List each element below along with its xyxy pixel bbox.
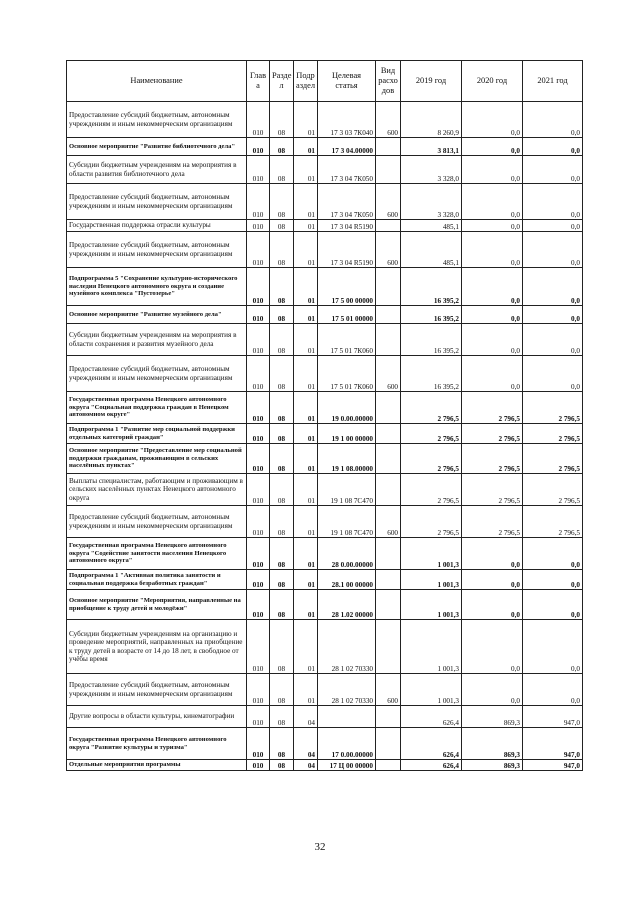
cell-y2021: 947,0 xyxy=(523,760,583,771)
cell-target: 17 5 00 00000 xyxy=(318,268,376,306)
cell-target: 17 3 04 7К050 xyxy=(318,156,376,184)
table-row xyxy=(67,102,583,138)
cell-glava: 010 xyxy=(247,474,270,506)
cell-y2021: 0,0 xyxy=(523,620,583,674)
cell-y2020: 0,0 xyxy=(462,324,523,356)
table-row xyxy=(67,356,583,392)
cell-target: 17 0.00.00000 xyxy=(318,728,376,760)
cell-vid: 600 xyxy=(376,232,401,268)
cell-y2020: 2 796,5 xyxy=(462,424,523,444)
cell-target: 28 1 02 70330 xyxy=(318,674,376,706)
cell-glava: 010 xyxy=(247,538,270,570)
cell-y2020: 0,0 xyxy=(462,570,523,590)
cell-y2021: 0,0 xyxy=(523,138,583,156)
table-row xyxy=(67,392,583,424)
cell-target: 19 1 00 00000 xyxy=(318,424,376,444)
cell-y2021: 0,0 xyxy=(523,268,583,306)
cell-y2020: 0,0 xyxy=(462,590,523,620)
cell-razdel: 08 xyxy=(270,184,294,220)
cell-razdel: 08 xyxy=(270,674,294,706)
cell-name: Государственная программа Ненецкого автономного округа "Развитие культуры и туризма" xyxy=(67,728,247,760)
cell-y2020: 869,3 xyxy=(462,760,523,771)
cell-vid: 600 xyxy=(376,184,401,220)
cell-target: 19 1 08 7С470 xyxy=(318,506,376,538)
cell-y2019: 3 813,1 xyxy=(401,138,462,156)
cell-target: 17 3 04.00000 xyxy=(318,138,376,156)
cell-y2020: 0,0 xyxy=(462,220,523,232)
cell-razdel: 08 xyxy=(270,506,294,538)
cell-name: Субсидии бюджетным учреждениям на организацию и проведение мероприятий, направленных на приобщение к труду детей в возрасте от 14 до 18 лет, в свободное от учёбы время xyxy=(67,620,247,674)
cell-razdel: 08 xyxy=(270,706,294,728)
cell-vid xyxy=(376,590,401,620)
cell-podrazdel: 04 xyxy=(294,760,318,771)
table-row xyxy=(67,444,583,474)
cell-name: Предоставление субсидий бюджетным, автономным учреждениям и иным некоммерческим организациям xyxy=(67,232,247,268)
cell-vid xyxy=(376,306,401,324)
cell-podrazdel: 01 xyxy=(294,268,318,306)
cell-y2020: 0,0 xyxy=(462,184,523,220)
cell-target: 17 5 01 7К060 xyxy=(318,356,376,392)
cell-y2020: 869,3 xyxy=(462,706,523,728)
cell-y2019: 2 796,5 xyxy=(401,474,462,506)
cell-y2019: 2 796,5 xyxy=(401,392,462,424)
table-row xyxy=(67,138,583,156)
cell-y2020: 0,0 xyxy=(462,356,523,392)
cell-y2021: 0,0 xyxy=(523,538,583,570)
cell-y2021: 0,0 xyxy=(523,324,583,356)
cell-name: Государственная программа Ненецкого автономного округа "Социальная поддержка граждан в Ненецком автономном округе" xyxy=(67,392,247,424)
cell-target: 17 3 04 7К050 xyxy=(318,184,376,220)
header-target: Целевая статья xyxy=(318,61,376,102)
cell-podrazdel: 01 xyxy=(294,570,318,590)
cell-y2021: 2 796,5 xyxy=(523,474,583,506)
cell-y2021: 2 796,5 xyxy=(523,392,583,424)
cell-name: Государственная программа Ненецкого автономного округа "Содействие занятости населения Ненецкого автономного округа" xyxy=(67,538,247,570)
cell-name: Предоставление субсидий бюджетным, автономным учреждениям и иным некоммерческим организациям xyxy=(67,674,247,706)
cell-y2021: 2 796,5 xyxy=(523,424,583,444)
cell-y2019: 1 001,3 xyxy=(401,570,462,590)
table-row xyxy=(67,506,583,538)
cell-razdel: 08 xyxy=(270,392,294,424)
cell-y2019: 16 395,2 xyxy=(401,356,462,392)
cell-name: Отдельные мероприятия программы xyxy=(67,760,247,771)
cell-name: Основное мероприятие "Предоставление мер социальной поддержки гражданам, проживающим в сельских населённых пунктах" xyxy=(67,444,247,474)
cell-y2021: 0,0 xyxy=(523,356,583,392)
cell-y2020: 0,0 xyxy=(462,538,523,570)
cell-y2021: 2 796,5 xyxy=(523,444,583,474)
cell-podrazdel: 01 xyxy=(294,184,318,220)
table-row xyxy=(67,538,583,570)
cell-vid xyxy=(376,444,401,474)
cell-podrazdel: 01 xyxy=(294,538,318,570)
header-name: Наименование xyxy=(67,61,247,102)
cell-y2021: 0,0 xyxy=(523,674,583,706)
cell-podrazdel: 01 xyxy=(294,620,318,674)
cell-y2021: 2 796,5 xyxy=(523,506,583,538)
cell-target: 17 5 01 7К060 xyxy=(318,324,376,356)
cell-razdel: 08 xyxy=(270,538,294,570)
table-row xyxy=(67,590,583,620)
cell-podrazdel: 01 xyxy=(294,306,318,324)
table-row xyxy=(67,706,583,728)
cell-y2020: 0,0 xyxy=(462,156,523,184)
cell-target: 17 3 03 7К040 xyxy=(318,102,376,138)
table-row xyxy=(67,268,583,306)
cell-podrazdel: 01 xyxy=(294,590,318,620)
cell-podrazdel: 01 xyxy=(294,424,318,444)
cell-y2019: 626,4 xyxy=(401,760,462,771)
cell-y2019: 16 395,2 xyxy=(401,306,462,324)
cell-y2020: 2 796,5 xyxy=(462,474,523,506)
cell-y2019: 626,4 xyxy=(401,706,462,728)
cell-y2019: 2 796,5 xyxy=(401,444,462,474)
cell-y2021: 0,0 xyxy=(523,220,583,232)
cell-razdel: 08 xyxy=(270,620,294,674)
budget-table xyxy=(66,60,583,771)
cell-name: Основное мероприятие "Развитие музейного дела" xyxy=(67,306,247,324)
cell-target: 19 0.00.00000 xyxy=(318,392,376,424)
cell-razdel: 08 xyxy=(270,444,294,474)
cell-vid: 600 xyxy=(376,102,401,138)
cell-podrazdel: 01 xyxy=(294,506,318,538)
cell-y2021: 0,0 xyxy=(523,184,583,220)
cell-y2021: 947,0 xyxy=(523,728,583,760)
cell-name: Выплаты специалистам, работающим и проживающим в сельских населённых пунктах Ненецкого автономного округа xyxy=(67,474,247,506)
cell-glava: 010 xyxy=(247,570,270,590)
cell-name: Субсидии бюджетным учреждениям на мероприятия в области развития библиотечного дела xyxy=(67,156,247,184)
table-row xyxy=(67,728,583,760)
cell-vid xyxy=(376,268,401,306)
cell-y2019: 626,4 xyxy=(401,728,462,760)
cell-y2020: 0,0 xyxy=(462,268,523,306)
cell-vid xyxy=(376,706,401,728)
cell-target: 19 1 08.00000 xyxy=(318,444,376,474)
cell-name: Субсидии бюджетным учреждениям на мероприятия в области сохранения и развития музейного дела xyxy=(67,324,247,356)
cell-target: 28 1 02 70330 xyxy=(318,620,376,674)
cell-y2021: 0,0 xyxy=(523,156,583,184)
cell-y2020: 869,3 xyxy=(462,728,523,760)
cell-glava: 010 xyxy=(247,444,270,474)
cell-name: Государственная поддержка отрасли культуры xyxy=(67,220,247,232)
cell-razdel: 08 xyxy=(270,760,294,771)
cell-vid xyxy=(376,156,401,184)
table-row xyxy=(67,620,583,674)
cell-vid xyxy=(376,324,401,356)
cell-razdel: 08 xyxy=(270,728,294,760)
cell-y2019: 485,1 xyxy=(401,220,462,232)
page-number: 32 xyxy=(314,841,326,853)
cell-podrazdel: 01 xyxy=(294,444,318,474)
cell-glava: 010 xyxy=(247,356,270,392)
cell-podrazdel: 01 xyxy=(294,324,318,356)
cell-glava: 010 xyxy=(247,220,270,232)
cell-podrazdel: 01 xyxy=(294,232,318,268)
cell-y2020: 0,0 xyxy=(462,620,523,674)
cell-y2021: 0,0 xyxy=(523,590,583,620)
cell-target: 28 1.02 00000 xyxy=(318,590,376,620)
cell-name: Основное мероприятие "Мероприятия, направленные на приобщение к труду детей и молодёжи" xyxy=(67,590,247,620)
cell-glava: 010 xyxy=(247,138,270,156)
cell-razdel: 08 xyxy=(270,424,294,444)
cell-glava: 010 xyxy=(247,728,270,760)
cell-name: Предоставление субсидий бюджетным, автономным учреждениям и иным некоммерческим организациям xyxy=(67,102,247,138)
cell-y2020: 2 796,5 xyxy=(462,506,523,538)
cell-vid xyxy=(376,728,401,760)
cell-y2019: 1 001,3 xyxy=(401,674,462,706)
cell-razdel: 08 xyxy=(270,156,294,184)
cell-y2021: 0,0 xyxy=(523,570,583,590)
cell-name: Предоставление субсидий бюджетным, автономным учреждениям и иным некоммерческим организациям xyxy=(67,506,247,538)
cell-name: Подпрограмма 1 "Активная политика занятости и социальная поддержка безработных граждан" xyxy=(67,570,247,590)
cell-vid: 600 xyxy=(376,674,401,706)
table-row xyxy=(67,232,583,268)
cell-glava: 010 xyxy=(247,268,270,306)
cell-glava: 010 xyxy=(247,620,270,674)
cell-razdel: 08 xyxy=(270,102,294,138)
cell-podrazdel: 01 xyxy=(294,356,318,392)
table-row xyxy=(67,156,583,184)
cell-razdel: 08 xyxy=(270,220,294,232)
cell-glava: 010 xyxy=(247,392,270,424)
cell-glava: 010 xyxy=(247,324,270,356)
cell-razdel: 08 xyxy=(270,570,294,590)
cell-name: Основное мероприятие "Развитие библиотечного дела" xyxy=(67,138,247,156)
cell-vid: 600 xyxy=(376,506,401,538)
cell-y2020: 0,0 xyxy=(462,674,523,706)
cell-y2019: 2 796,5 xyxy=(401,424,462,444)
cell-vid xyxy=(376,474,401,506)
cell-vid xyxy=(376,220,401,232)
header-2019: 2019 год xyxy=(401,61,462,102)
cell-y2019: 16 395,2 xyxy=(401,268,462,306)
cell-y2021: 0,0 xyxy=(523,102,583,138)
cell-vid xyxy=(376,570,401,590)
cell-y2021: 0,0 xyxy=(523,306,583,324)
cell-razdel: 08 xyxy=(270,324,294,356)
cell-razdel: 08 xyxy=(270,138,294,156)
table-row xyxy=(67,674,583,706)
cell-razdel: 08 xyxy=(270,306,294,324)
cell-y2019: 3 328,0 xyxy=(401,156,462,184)
budget-table-page xyxy=(66,60,582,771)
cell-glava: 010 xyxy=(247,232,270,268)
cell-glava: 010 xyxy=(247,760,270,771)
cell-vid xyxy=(376,620,401,674)
cell-vid xyxy=(376,392,401,424)
cell-razdel: 08 xyxy=(270,590,294,620)
cell-name: Подпрограмма 5 "Сохранение культурно-исторического наследия Ненецкого автономного округа и создание музейного комплекса "Пустозерье" xyxy=(67,268,247,306)
cell-podrazdel: 01 xyxy=(294,102,318,138)
cell-target: 17 3 04 R5190 xyxy=(318,232,376,268)
cell-podrazdel: 01 xyxy=(294,392,318,424)
table-row xyxy=(67,760,583,771)
cell-vid xyxy=(376,424,401,444)
cell-vid xyxy=(376,538,401,570)
cell-podrazdel: 04 xyxy=(294,728,318,760)
table-row xyxy=(67,324,583,356)
header-2021: 2021 год xyxy=(523,61,583,102)
cell-y2019: 16 395,2 xyxy=(401,324,462,356)
cell-glava: 010 xyxy=(247,306,270,324)
cell-y2019: 1 001,3 xyxy=(401,620,462,674)
cell-y2019: 485,1 xyxy=(401,232,462,268)
cell-podrazdel: 01 xyxy=(294,220,318,232)
header-2020: 2020 год xyxy=(462,61,523,102)
table-row xyxy=(67,474,583,506)
cell-name: Предоставление субсидий бюджетным, автономным учреждениям и иным некоммерческим организациям xyxy=(67,184,247,220)
table-row xyxy=(67,424,583,444)
header-glava: Глав а xyxy=(247,61,270,102)
cell-glava: 010 xyxy=(247,590,270,620)
cell-target xyxy=(318,706,376,728)
cell-target: 17 5 01 00000 xyxy=(318,306,376,324)
cell-vid xyxy=(376,138,401,156)
cell-razdel: 08 xyxy=(270,356,294,392)
cell-y2021: 0,0 xyxy=(523,232,583,268)
table-body xyxy=(67,102,583,771)
cell-podrazdel: 01 xyxy=(294,674,318,706)
cell-y2019: 2 796,5 xyxy=(401,506,462,538)
cell-y2019: 1 001,3 xyxy=(401,538,462,570)
cell-podrazdel: 01 xyxy=(294,138,318,156)
table-row xyxy=(67,220,583,232)
cell-glava: 010 xyxy=(247,674,270,706)
cell-glava: 010 xyxy=(247,706,270,728)
cell-y2020: 2 796,5 xyxy=(462,444,523,474)
cell-target: 17 3 04 R5190 xyxy=(318,220,376,232)
table-row xyxy=(67,306,583,324)
cell-y2019: 1 001,3 xyxy=(401,590,462,620)
cell-target: 28.1 00 00000 xyxy=(318,570,376,590)
header-vid: Вид расхо дов xyxy=(376,61,401,102)
cell-y2020: 0,0 xyxy=(462,306,523,324)
cell-glava: 010 xyxy=(247,424,270,444)
cell-y2020: 0,0 xyxy=(462,232,523,268)
cell-podrazdel: 01 xyxy=(294,156,318,184)
cell-vid xyxy=(376,760,401,771)
cell-name: Подпрограмма 1 "Развитие мер социальной поддержки отдельных категорий граждан" xyxy=(67,424,247,444)
cell-y2020: 0,0 xyxy=(462,102,523,138)
cell-y2019: 8 260,9 xyxy=(401,102,462,138)
header-podrazdel: Подр аздел xyxy=(294,61,318,102)
table-header-row xyxy=(67,61,583,102)
cell-podrazdel: 04 xyxy=(294,706,318,728)
cell-y2020: 0,0 xyxy=(462,138,523,156)
cell-target: 19 1 08 7С470 xyxy=(318,474,376,506)
table-row xyxy=(67,570,583,590)
cell-razdel: 08 xyxy=(270,474,294,506)
table-row xyxy=(67,184,583,220)
cell-name: Предоставление субсидий бюджетным, автономным учреждениям и иным некоммерческим организациям xyxy=(67,356,247,392)
cell-glava: 010 xyxy=(247,156,270,184)
cell-vid: 600 xyxy=(376,356,401,392)
cell-podrazdel: 01 xyxy=(294,474,318,506)
cell-glava: 010 xyxy=(247,102,270,138)
header-razdel: Разде л xyxy=(270,61,294,102)
cell-y2020: 2 796,5 xyxy=(462,392,523,424)
cell-razdel: 08 xyxy=(270,268,294,306)
cell-name: Другие вопросы в области культуры, кинематографии xyxy=(67,706,247,728)
cell-glava: 010 xyxy=(247,184,270,220)
cell-target: 17 Ц 00 00000 xyxy=(318,760,376,771)
cell-razdel: 08 xyxy=(270,232,294,268)
cell-target: 28 0.00.00000 xyxy=(318,538,376,570)
cell-y2021: 947,0 xyxy=(523,706,583,728)
cell-y2019: 3 328,0 xyxy=(401,184,462,220)
cell-glava: 010 xyxy=(247,506,270,538)
